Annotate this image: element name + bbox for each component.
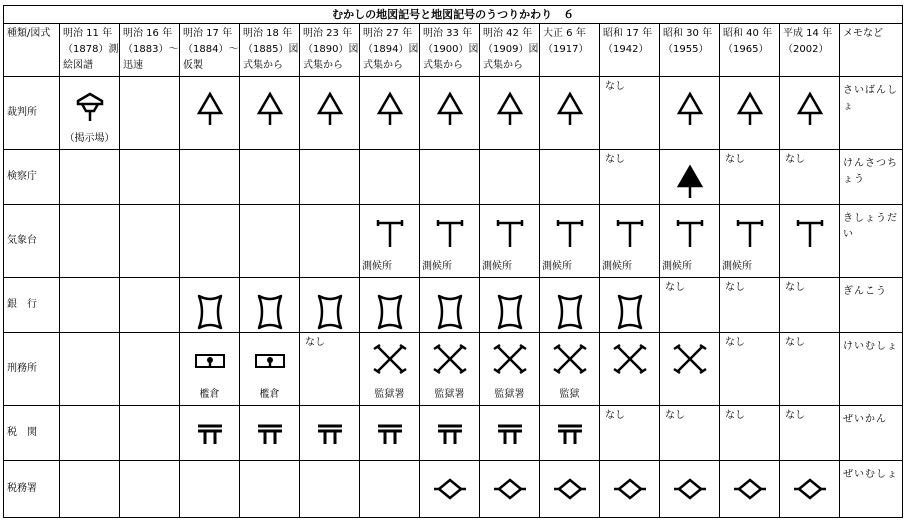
category-cell: 銀 行: [4, 278, 60, 333]
table-row: [4, 150, 903, 205]
symbol-cell: [600, 77, 660, 150]
era-year-source: （1900）図式集から: [423, 44, 479, 71]
memo-cell: ぜいかん: [840, 406, 903, 461]
symbol-cell: [780, 150, 840, 205]
era-name: 明治 42 年: [483, 28, 533, 39]
bank-symbol-icon: [615, 292, 645, 333]
symbol-cell: [60, 205, 120, 278]
none-label: なし: [725, 337, 745, 348]
symbol-caption: 測候所: [482, 261, 512, 272]
symbol-cell: [420, 150, 480, 205]
era-name: 平成 14 年: [783, 28, 833, 39]
symbol-cell: [120, 333, 180, 406]
symbol-cell: [600, 278, 660, 333]
symbol-cell: [780, 205, 840, 278]
era-year-source: （1894）図式集から: [363, 44, 419, 71]
symbol-cell: [540, 150, 600, 205]
symbol-cell: [300, 461, 360, 518]
bank-symbol-icon: [195, 292, 225, 333]
symbol-cell: [180, 278, 240, 333]
era-header-cell: [360, 24, 420, 77]
era-header-cell: [420, 24, 480, 77]
customs-symbol-icon: [555, 422, 585, 452]
era-header-cell: [720, 24, 780, 77]
symbol-caption: 測候所: [422, 261, 452, 272]
symbol-cell: [720, 150, 780, 205]
weather-station-symbol-icon: [494, 217, 526, 255]
table-row: [4, 278, 903, 333]
courthouse-symbol-icon: [315, 91, 345, 133]
symbol-cell: [120, 461, 180, 518]
symbol-cell: [60, 278, 120, 333]
category-cell: 税 関: [4, 406, 60, 461]
table-row: [4, 461, 903, 518]
prison-symbol-icon: [432, 341, 468, 383]
symbol-cell: [540, 461, 600, 518]
era-name: 明治 11 年: [63, 28, 113, 39]
symbol-cell: [480, 333, 540, 406]
memo-cell: ぎんこう: [840, 278, 903, 333]
customs-symbol-icon: [435, 422, 465, 452]
prison-symbol-icon: [552, 341, 588, 383]
courthouse-symbol-icon: [435, 91, 465, 133]
customs-symbol-icon: [195, 422, 225, 452]
era-name: 明治 23 年: [303, 28, 353, 39]
symbol-cell: [180, 461, 240, 518]
era-name: 明治 16 年: [123, 28, 173, 39]
symbol-table-container: [3, 5, 903, 518]
symbol-caption: 測候所: [722, 261, 752, 272]
era-header-cell: [60, 24, 120, 77]
none-label: なし: [605, 154, 625, 165]
era-year-source: （2002）: [783, 44, 829, 55]
symbol-cell: [360, 205, 420, 278]
symbol-cell: [540, 278, 600, 333]
symbol-cell: [60, 406, 120, 461]
symbol-cell: [300, 205, 360, 278]
symbol-cell: [720, 205, 780, 278]
symbol-cell: [420, 205, 480, 278]
symbol-cell: [480, 278, 540, 333]
era-header-cell: [780, 24, 840, 77]
symbol-cell: [300, 150, 360, 205]
memo-cell: さいばんしょ: [840, 77, 903, 150]
none-label: なし: [785, 282, 805, 293]
jail-old-symbol-icon: [253, 351, 287, 381]
symbol-cell: [720, 333, 780, 406]
era-name: 明治 17 年: [183, 28, 233, 39]
bank-symbol-icon: [555, 292, 585, 333]
symbol-cell: [480, 205, 540, 278]
courthouse-symbol-icon: [675, 91, 705, 133]
table-row: [4, 205, 903, 278]
symbol-cell: [240, 150, 300, 205]
symbol-caption: 監獄署: [434, 389, 465, 400]
symbol-cell: [600, 333, 660, 406]
prison-symbol-icon: [672, 341, 708, 383]
prison-symbol-icon: [612, 341, 648, 383]
symbol-caption: 監獄署: [494, 389, 525, 400]
era-year-source: （1883）～迅速: [123, 44, 179, 71]
none-label: なし: [665, 410, 685, 421]
category-cell: 裁判所: [4, 77, 60, 150]
category-cell: 税務署: [4, 461, 60, 518]
courthouse-symbol-icon: [255, 91, 285, 133]
symbol-cell: [780, 461, 840, 518]
symbol-cell: [420, 406, 480, 461]
tax-office-symbol-icon: [493, 477, 527, 507]
era-name: 明治 33 年: [423, 28, 473, 39]
symbol-cell: [360, 333, 420, 406]
era-name: 大正 6 年: [543, 28, 586, 39]
symbol-cell: [120, 205, 180, 278]
bank-symbol-icon: [435, 292, 465, 333]
memo-cell: ぜいむしょ: [840, 461, 903, 518]
symbol-cell: [660, 333, 720, 406]
era-header-cell: [180, 24, 240, 77]
jail-old-symbol-icon: [193, 351, 227, 381]
symbol-cell: [180, 150, 240, 205]
none-label: なし: [665, 282, 685, 293]
symbol-cell: [420, 461, 480, 518]
era-year-source: （1890）図式集から: [303, 44, 359, 71]
symbol-cell: [720, 278, 780, 333]
symbol-cell: [660, 461, 720, 518]
none-label: なし: [725, 410, 745, 421]
header-memo-cell: メモなど: [840, 24, 903, 77]
weather-station-symbol-icon: [374, 217, 406, 255]
symbol-cell: [780, 77, 840, 150]
courthouse-symbol-icon: [195, 91, 225, 133]
symbol-cell: [300, 406, 360, 461]
weather-station-symbol-icon: [554, 217, 586, 255]
tax-office-symbol-icon: [433, 477, 467, 507]
symbol-cell: [540, 205, 600, 278]
symbol-cell: [120, 406, 180, 461]
symbol-cell: [540, 77, 600, 150]
symbol-cell: [660, 150, 720, 205]
era-header-cell: [300, 24, 360, 77]
bank-symbol-icon: [255, 292, 285, 333]
symbol-cell: [600, 205, 660, 278]
header-category-cell: 種類/図式: [4, 24, 60, 77]
era-header-cell: [540, 24, 600, 77]
era-header-cell: [240, 24, 300, 77]
table-row: [4, 333, 903, 406]
weather-station-symbol-icon: [434, 217, 466, 255]
tax-office-symbol-icon: [793, 477, 827, 507]
bank-symbol-icon: [315, 292, 345, 333]
weather-station-symbol-icon: [734, 217, 766, 255]
bank-symbol-icon: [375, 292, 405, 333]
symbol-caption: 監獄署: [374, 389, 405, 400]
symbol-cell: [60, 461, 120, 518]
none-label: なし: [725, 282, 745, 293]
symbol-cell: [240, 461, 300, 518]
symbol-cell: [660, 406, 720, 461]
symbol-cell: [120, 278, 180, 333]
prosecutors-office-symbol-icon: [675, 164, 705, 205]
symbol-cell: [180, 77, 240, 150]
memo-cell: けいむしょ: [840, 333, 903, 406]
category-cell: 刑務所: [4, 333, 60, 406]
symbol-cell: [360, 461, 420, 518]
header-row: [4, 24, 903, 77]
none-label: なし: [785, 337, 805, 348]
symbol-caption: 測候所: [602, 261, 632, 272]
symbol-cell: [660, 205, 720, 278]
symbol-cell: [180, 205, 240, 278]
symbol-cell: [480, 150, 540, 205]
symbol-cell: [480, 77, 540, 150]
title-row: [4, 6, 903, 24]
symbol-cell: [180, 406, 240, 461]
symbol-cell: [240, 77, 300, 150]
era-year-source: （1909）図式集から: [483, 44, 539, 71]
symbol-caption: 測候所: [542, 261, 572, 272]
none-label: なし: [785, 410, 805, 421]
weather-station-symbol-icon: [614, 217, 646, 255]
symbol-cell: [300, 278, 360, 333]
symbol-cell: [120, 150, 180, 205]
symbol-cell: [480, 406, 540, 461]
era-year-source: （1884）～仮製: [183, 44, 239, 71]
symbol-cell: [720, 461, 780, 518]
keijijo-symbol-icon: [72, 91, 108, 129]
symbol-caption: 測候所: [362, 261, 392, 272]
memo-cell: けんさつちょう: [840, 150, 903, 205]
none-label: なし: [725, 154, 745, 165]
symbol-cell: [420, 333, 480, 406]
symbol-cell: [420, 278, 480, 333]
none-label: なし: [605, 81, 625, 92]
era-year-source: （1965）: [723, 44, 769, 55]
era-year-source: （1885）図式集から: [243, 44, 299, 71]
symbol-cell: [540, 406, 600, 461]
symbol-cell: [720, 406, 780, 461]
symbol-cell: [360, 77, 420, 150]
customs-symbol-icon: [315, 422, 345, 452]
symbol-caption: 測候所: [662, 261, 692, 272]
symbol-cell: [180, 333, 240, 406]
courthouse-symbol-icon: [375, 91, 405, 133]
prison-symbol-icon: [372, 341, 408, 383]
symbol-cell: [300, 333, 360, 406]
symbol-cell: [600, 406, 660, 461]
symbol-cell: [360, 278, 420, 333]
era-name: 明治 27 年: [363, 28, 413, 39]
category-cell: 検察庁: [4, 150, 60, 205]
courthouse-symbol-icon: [555, 91, 585, 133]
courthouse-symbol-icon: [735, 91, 765, 133]
symbol-cell: [60, 150, 120, 205]
era-year-source: （1942）: [603, 44, 649, 55]
era-name: 昭和 40 年: [723, 28, 773, 39]
symbol-cell: [60, 333, 120, 406]
symbol-cell: [300, 77, 360, 150]
symbol-cell: [600, 461, 660, 518]
era-name: 明治 18 年: [243, 28, 293, 39]
none-label: なし: [305, 337, 325, 348]
symbol-cell: [240, 278, 300, 333]
era-year-source: （1955）: [663, 44, 709, 55]
customs-symbol-icon: [375, 422, 405, 452]
symbol-cell: [480, 461, 540, 518]
symbol-cell: [240, 406, 300, 461]
era-name: 昭和 30 年: [663, 28, 713, 39]
symbol-cell: [780, 406, 840, 461]
symbol-cell: [240, 333, 300, 406]
era-year-source: （1878）測絵図譜: [63, 44, 119, 71]
era-header-cell: [120, 24, 180, 77]
tax-office-symbol-icon: [733, 477, 767, 507]
symbol-cell: [60, 77, 120, 150]
none-label: なし: [605, 410, 625, 421]
symbol-cell: [660, 77, 720, 150]
symbol-cell: [360, 150, 420, 205]
weather-station-symbol-icon: [794, 217, 826, 255]
prison-symbol-icon: [492, 341, 528, 383]
symbol-cell: [540, 333, 600, 406]
symbol-caption: 檻倉: [259, 389, 280, 400]
none-label: なし: [785, 154, 805, 165]
symbol-caption: 監獄: [559, 389, 580, 400]
weather-station-symbol-icon: [674, 217, 706, 255]
symbol-cell: [420, 77, 480, 150]
symbol-cell: [120, 77, 180, 150]
era-header-cell: [600, 24, 660, 77]
symbol-caption: 檻倉: [199, 389, 220, 400]
tax-office-symbol-icon: [553, 477, 587, 507]
memo-cell: きしょうだい: [840, 205, 903, 278]
tax-office-symbol-icon: [613, 477, 647, 507]
customs-symbol-icon: [495, 422, 525, 452]
symbol-cell: [600, 150, 660, 205]
era-header-cell: [480, 24, 540, 77]
symbol-cell: [780, 333, 840, 406]
era-header-cell: [660, 24, 720, 77]
symbol-cell: [660, 278, 720, 333]
courthouse-symbol-icon: [495, 91, 525, 133]
bank-symbol-icon: [495, 292, 525, 333]
era-year-source: （1917）: [543, 44, 589, 55]
courthouse-symbol-icon: [795, 91, 825, 133]
table-row: [4, 77, 903, 150]
symbol-cell: [240, 205, 300, 278]
category-cell: 気象台: [4, 205, 60, 278]
customs-symbol-icon: [255, 422, 285, 452]
tax-office-symbol-icon: [673, 477, 707, 507]
symbol-cell: [720, 77, 780, 150]
symbol-cell: [780, 278, 840, 333]
map-symbol-history-table: [3, 5, 903, 518]
table-title: むかしの地図記号と地図記号のうつりかわり ６: [4, 6, 903, 24]
symbol-cell: [360, 406, 420, 461]
table-row: [4, 406, 903, 461]
era-name: 昭和 17 年: [603, 28, 653, 39]
symbol-caption: （掲示場）: [64, 133, 115, 144]
